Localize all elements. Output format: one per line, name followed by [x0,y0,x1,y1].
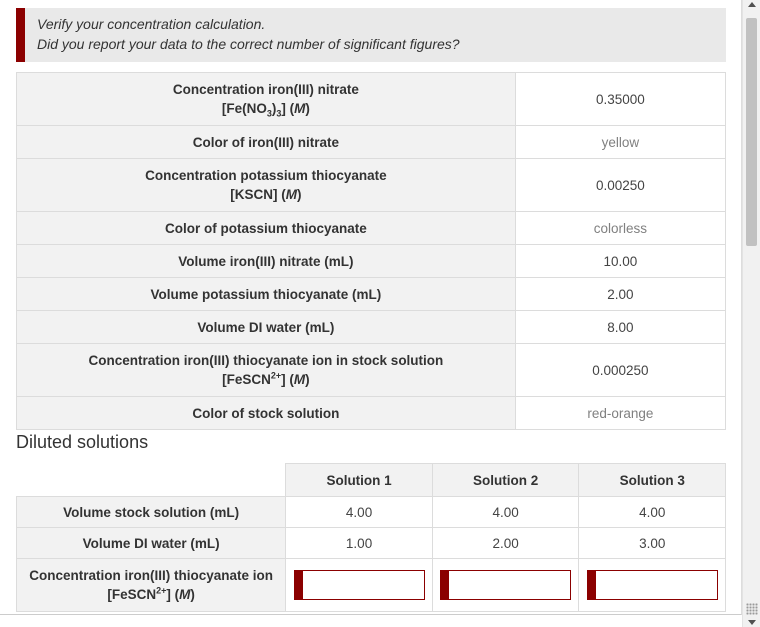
vol-kscn-value: 2.00 [515,278,725,311]
table-row [17,559,726,612]
resize-grip-icon[interactable] [746,603,758,615]
table-row [17,245,726,278]
table-row [17,159,726,212]
vol-iron-nitrate-value: 10.00 [515,245,725,278]
color-stock-value: red-orange [515,397,725,430]
conc-iron-nitrate-label: Concentration iron(III) nitrate $[Fe(NO_3)_3]$ (M) [17,73,516,126]
diluted-solutions-table [16,463,726,612]
vol-stock-solution-2: 4.00 [432,497,579,528]
table-row [17,528,726,559]
table-row [17,212,726,245]
conc-input-solution-3[interactable] [587,570,718,600]
vol-water-solution-2: 2.00 [432,528,579,559]
table-row [17,278,726,311]
verify-banner [16,8,726,62]
conc-kscn-label: Concentration potassium thiocyanate [KSCN] (M) [17,159,516,212]
scroll-down-icon[interactable] [748,620,756,625]
diluted-solutions-heading: Diluted solutions [16,432,149,452]
table-row [17,397,726,430]
vol-stock-solution-3: 4.00 [579,497,726,528]
table-row [17,497,726,528]
header-solution-1: Solution 1 [286,464,433,497]
verify-line-1: Verify your concentration calculation. [37,16,266,32]
conc-iron-nitrate-value: 0.35000 [515,73,725,126]
header-solution-2: Solution 2 [432,464,579,497]
vol-kscn-label: Volume potassium thiocyanate (mL) [17,278,516,311]
color-kscn-label: Color of potassium thiocyanate [17,212,516,245]
conc-fescn-stock-label: Concentration iron(III) thiocyanate ion in stock solution [FeSCN$^{2+}$] (M) [17,344,516,397]
color-iron-nitrate-value: yellow [515,126,725,159]
vol-diluted-water-label: Volume DI water (mL) [17,528,286,559]
vol-stock-label: Volume stock solution (mL) [17,497,286,528]
vol-stock-solution-1: 4.00 [286,497,433,528]
table-row [17,311,726,344]
stock-solution-table [16,72,726,430]
scroll-up-icon[interactable] [748,2,756,7]
vertical-scrollbar[interactable] [742,0,760,627]
table-row [17,126,726,159]
header-solution-3: Solution 3 [579,464,726,497]
table-row [17,344,726,397]
conc-fescn-diluted-label: Concentration iron(III) thiocyanate ion [FeSCN$^{2+}$] (M) [17,559,286,612]
table-row [17,73,726,126]
vol-water-label: Volume DI water (mL) [17,311,516,344]
vol-water-value: 8.00 [515,311,725,344]
color-kscn-value: colorless [515,212,725,245]
conc-fescn-stock-value: 0.000250 [515,344,725,397]
color-iron-nitrate-label: Color of iron(III) nitrate [17,126,516,159]
table-header-row [17,464,726,497]
vol-water-solution-3: 3.00 [579,528,726,559]
verify-line-2: Did you report your data to the correct number of significant figures? [37,36,460,52]
scrollbar-thumb[interactable] [746,18,757,246]
color-stock-label: Color of stock solution [17,397,516,430]
vol-water-solution-1: 1.00 [286,528,433,559]
conc-input-solution-1[interactable] [294,570,425,600]
conc-input-solution-2[interactable] [440,570,571,600]
header-corner [17,464,286,497]
vol-iron-nitrate-label: Volume iron(III) nitrate (mL) [17,245,516,278]
conc-kscn-value: 0.00250 [515,159,725,212]
